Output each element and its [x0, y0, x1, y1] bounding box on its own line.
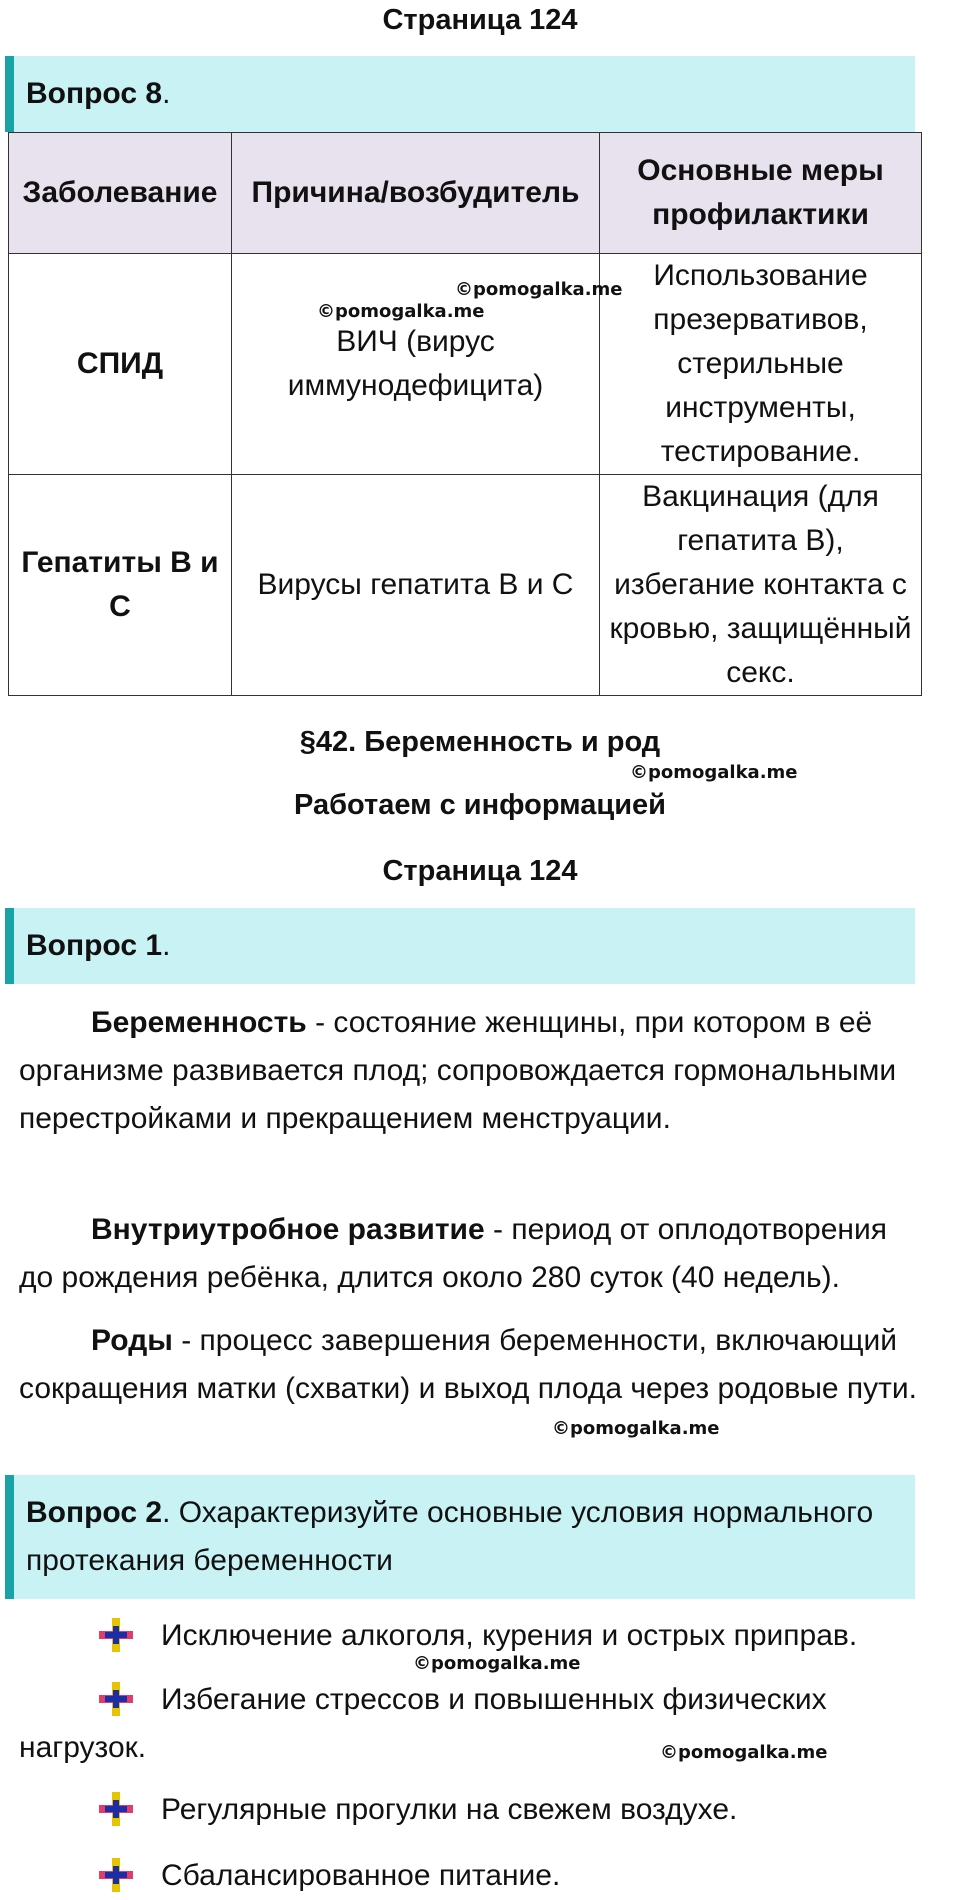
list-item	[19, 1852, 924, 1900]
question-2-box	[5, 1475, 915, 1599]
watermark: ©pomogalka.me	[413, 1653, 581, 1674]
table-row	[9, 475, 922, 696]
list-item-text: Исключение алкоголя, курения и острых приправ.	[161, 1619, 858, 1652]
list-item-text: Регулярные прогулки на свежем воздухе.	[161, 1793, 738, 1826]
definition-text: - период от оплодотворения до рождения ребёнка, длится около 280 суток (40 недель).	[19, 1213, 887, 1294]
definition-term: Внутриутробное развитие	[91, 1213, 485, 1246]
question-2-label: Вопрос 2	[26, 1496, 163, 1529]
page-title-top: Страница 124	[382, 4, 578, 36]
table-header-disease: Заболевание	[9, 133, 232, 254]
bullet-plus-icon	[99, 1858, 133, 1892]
definition-text: - процесс завершения беременности, включающий сокращения матки (схватки) и выход плода через родовые пути.	[19, 1324, 917, 1405]
bullet-plus-icon	[99, 1618, 133, 1652]
watermark: ©pomogalka.me	[317, 301, 485, 322]
watermark: ©pomogalka.me	[552, 1418, 720, 1439]
table-cell-prevention: Использование презервативов, стерильные инструменты, тестирование.	[600, 254, 922, 475]
definition-paragraph	[19, 1317, 924, 1413]
subsection-title: Работаем с информацией	[294, 789, 666, 821]
question-1-box	[5, 908, 915, 984]
watermark: ©pomogalka.me	[660, 1742, 828, 1763]
table-cell-disease: СПИД	[9, 254, 232, 475]
table-cell-cause: Вирусы гепатита В и С	[232, 475, 600, 696]
table-header-cause: Причина/возбудитель	[232, 133, 600, 254]
definition-term: Роды	[91, 1324, 173, 1357]
table-header-prevention: Основные меры профилактики	[600, 133, 922, 254]
list-item-text: Сбалансированное питание.	[161, 1859, 561, 1892]
list-item-text: Избегание стрессов и повышенных физических нагрузок.	[19, 1683, 827, 1764]
definition-paragraph	[19, 999, 924, 1143]
page-title-second: Страница 124	[382, 855, 578, 887]
question-1-punct: .	[162, 929, 171, 962]
table-header-row	[9, 133, 922, 254]
definition-text: - состояние женщины, при котором в её организме развивается плод; сопровождается гормональными перестройками и прекращением менструации.	[19, 1006, 897, 1135]
definition-term: Беременность	[91, 1006, 307, 1039]
question-1-label: Вопрос 1	[26, 929, 163, 962]
definition-paragraph	[19, 1206, 924, 1302]
disease-table	[8, 132, 922, 696]
question-8-box	[5, 56, 915, 132]
watermark: ©pomogalka.me	[630, 762, 798, 783]
bullet-plus-icon	[99, 1682, 133, 1716]
list-item	[19, 1786, 924, 1834]
table-cell-cause: ВИЧ (вирус иммунодефицита)	[232, 254, 600, 475]
question-2-text: . Охарактеризуйте основные условия нормального протекания беременности	[26, 1496, 874, 1577]
bullet-plus-icon	[99, 1792, 133, 1826]
table-cell-disease: Гепатиты В и С	[9, 475, 232, 696]
question-8-label: Вопрос 8	[26, 77, 163, 110]
table-cell-prevention: Вакцинация (для гепатита В), избегание контакта с кровью, защищённый секс.	[600, 475, 922, 696]
watermark: ©pomogalka.me	[455, 279, 623, 300]
question-8-punct: .	[162, 77, 171, 110]
section-title: §42. Беременность и род	[299, 726, 661, 758]
